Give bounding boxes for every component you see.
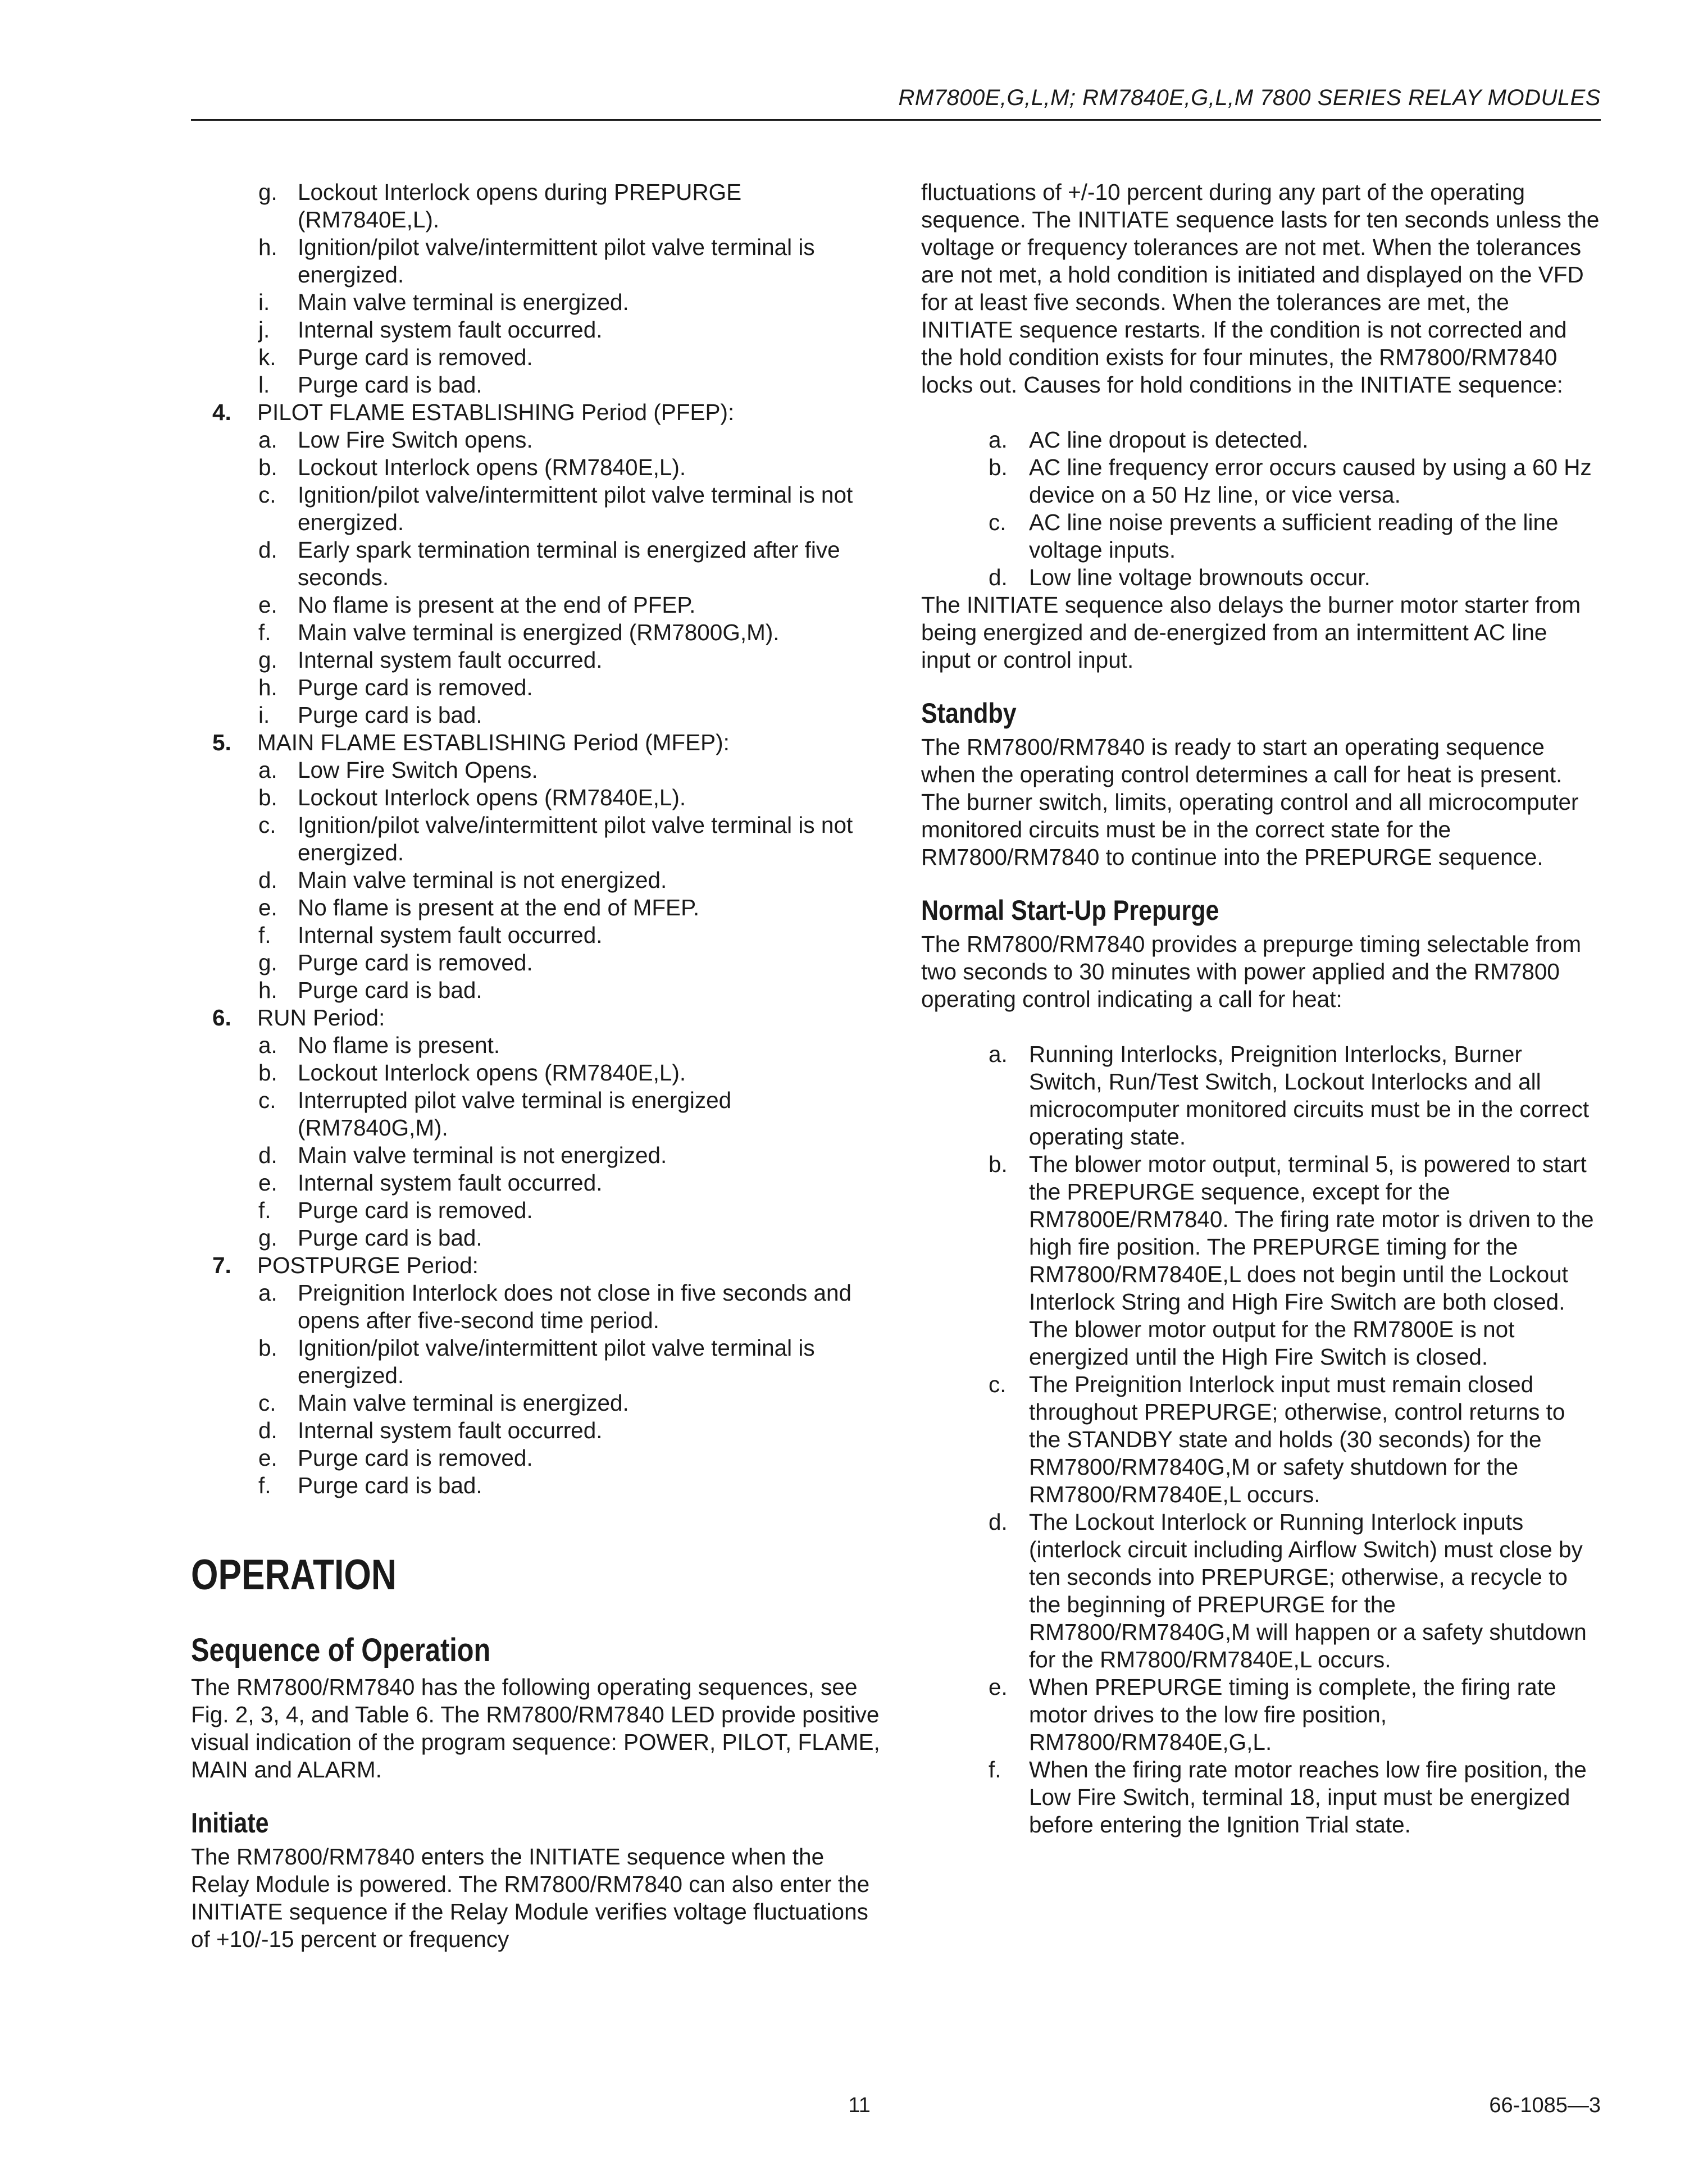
section-title — [191, 399, 882, 426]
item-text: Ignition/pilot valve/intermittent pilot valve terminal is not energized. — [298, 812, 853, 865]
item-label: d. — [258, 1417, 277, 1443]
prepurge-list — [921, 1041, 1601, 1839]
item-label: c. — [258, 482, 276, 508]
item-label: a. — [989, 1041, 1008, 1067]
list-item — [191, 1142, 882, 1169]
list-item — [191, 1087, 882, 1142]
item-text: The blower motor output, terminal 5, is powered to start the PREPURGE sequence, except for the RM7800E/RM7840. The firing rate motor is driven to the high fire position. The PREPURGE timing for the RM7800/RM7840E,L does not begin until the Lockout Interlock String and High Fire Switch are both closed. The blower motor output for the RM7800E is not energized until the High Fire Switch is closed. — [1029, 1151, 1594, 1370]
item-text: When the firing rate motor reaches low fire position, the Low Fire Switch, terminal 18, input must be energized before entering the Ignition Trial state. — [1029, 1757, 1587, 1838]
item-text: Preignition Interlock does not close in five seconds and opens after five-second time period. — [298, 1280, 852, 1333]
list-item — [191, 756, 882, 784]
section-number: 5. — [212, 729, 231, 755]
item-label: e. — [258, 592, 277, 618]
list-item — [191, 344, 882, 371]
section-title — [191, 1004, 882, 1032]
section-title-text: PILOT FLAME ESTABLISHING Period (PFEP): — [257, 399, 735, 425]
list-item — [191, 1444, 882, 1472]
list-item — [921, 454, 1601, 509]
item-label: i. — [258, 702, 270, 728]
sequence-heading: Sequence of Operation — [191, 1632, 491, 1668]
list-item — [191, 536, 882, 591]
item-label: b. — [258, 1335, 277, 1361]
left-column — [191, 179, 882, 1953]
section-number: 7. — [212, 1252, 231, 1278]
item-text: Internal system fault occurred. — [298, 922, 603, 948]
list-item — [191, 481, 882, 536]
hold-causes-list — [921, 426, 1601, 591]
item-label: d. — [258, 1142, 277, 1168]
initiate-delay-paragraph: The INITIATE sequence also delays the burner motor starter from being energized and de-energized from an intermittent AC line input or control input. — [921, 592, 1581, 673]
item-label: c. — [258, 812, 276, 838]
sequence-paragraph: The RM7800/RM7840 has the following operating sequences, see Fig. 2, 3, 4, and Table 6. The RM7800/RM7840 LED provide positive visual indication of the program sequence: POWER, PILOT, FLAME, MAIN and ALARM. — [191, 1674, 880, 1782]
item-text: Purge card is bad. — [298, 702, 482, 728]
item-label: e. — [989, 1674, 1008, 1700]
item-label: l. — [258, 372, 270, 398]
item-text: Ignition/pilot valve/intermittent pilot valve terminal is energized. — [298, 1335, 815, 1388]
item-label: b. — [258, 454, 277, 480]
item-text: No flame is present at the end of MFEP. — [298, 895, 700, 920]
list-item — [191, 316, 882, 344]
item-label: i. — [258, 289, 270, 315]
item-text: Interrupted pilot valve terminal is energized (RM7840G,M). — [298, 1087, 732, 1141]
item-text: Main valve terminal is not energized. — [298, 867, 667, 893]
list-item — [191, 867, 882, 894]
item-text: No flame is present at the end of PFEP. — [298, 592, 696, 618]
list-item — [191, 1279, 882, 1334]
spacer — [921, 1013, 1601, 1041]
standby-heading: Standby — [921, 697, 1017, 729]
item-label: g. — [258, 950, 277, 975]
list-item — [191, 1032, 882, 1059]
item-label: h. — [258, 674, 277, 700]
item-text: Purge card is removed. — [298, 344, 533, 370]
mfep-section — [191, 729, 882, 1004]
item-text: Internal system fault occurred. — [298, 317, 603, 343]
list-item — [191, 1197, 882, 1224]
section-title — [191, 729, 882, 756]
running-header: RM7800E,G,L,M; RM7840E,G,L,M 7800 SERIES RELAY MODULES — [898, 85, 1601, 110]
list-item — [191, 1224, 882, 1252]
list-item — [191, 949, 882, 977]
item-text: Purge card is bad. — [298, 977, 482, 1003]
item-label: f. — [258, 1197, 271, 1223]
item-label: b. — [258, 1060, 277, 1086]
page-number: 11 — [848, 2094, 871, 2117]
list-item — [191, 1334, 882, 1389]
pfep-section — [191, 399, 882, 729]
item-label: a. — [989, 427, 1008, 453]
item-text: Purge card is removed. — [298, 674, 533, 700]
list-item — [191, 1389, 882, 1417]
document-number: 66-1085—3 — [1489, 2094, 1601, 2117]
item-text: Lockout Interlock opens (RM7840E,L). — [298, 785, 686, 810]
list-item — [191, 784, 882, 811]
item-text: Main valve terminal is energized. — [298, 289, 629, 315]
item-label: c. — [258, 1390, 276, 1416]
item-label: b. — [989, 454, 1008, 480]
section-title-text: POSTPURGE Period: — [257, 1252, 479, 1278]
item-text: Internal system fault occurred. — [298, 1417, 603, 1443]
item-label: a. — [258, 757, 277, 783]
item-label: j. — [258, 317, 270, 343]
item-label: a. — [258, 1280, 277, 1306]
list-item — [921, 1756, 1601, 1839]
standby-paragraph: The RM7800/RM7840 is ready to start an operating sequence when the operating control determines a call for heat is present. The burner switch, limits, operating control and all microcomputer monitored circuits must be in the correct state for the RM7800/RM7840 to continue into the PREPURGE sequence. — [921, 734, 1579, 870]
section-title-text: RUN Period: — [257, 1005, 385, 1031]
lockout-cont-list — [191, 179, 882, 399]
list-item — [921, 426, 1601, 454]
item-text: Purge card is bad. — [298, 1225, 482, 1251]
list-item — [921, 509, 1601, 564]
item-text: Internal system fault occurred. — [298, 647, 603, 673]
list-item — [191, 1417, 882, 1444]
item-text: Lockout Interlock opens during PREPURGE (RM7840E,L). — [298, 179, 742, 232]
run-section — [191, 1004, 882, 1252]
list-item — [191, 591, 882, 619]
item-label: k. — [258, 344, 276, 370]
item-label: d. — [258, 867, 277, 893]
item-text: Low Fire Switch Opens. — [298, 757, 538, 783]
operation-heading: OPERATION — [191, 1551, 397, 1599]
list-item — [191, 1169, 882, 1197]
list-item — [191, 922, 882, 949]
postpurge-section — [191, 1252, 882, 1499]
item-label: e. — [258, 1445, 277, 1471]
item-text: Main valve terminal is energized. — [298, 1390, 629, 1416]
list-item — [191, 894, 882, 922]
item-label: e. — [258, 1170, 277, 1196]
item-text: Early spark termination terminal is energized after five seconds. — [298, 537, 840, 590]
item-text: Purge card is removed. — [298, 1197, 533, 1223]
item-text: The Lockout Interlock or Running Interlock inputs (interlock circuit including Airflow Switch) must close by ten seconds into PREPURGE; otherwise, a recycle to the beginning of PREPURGE for the RM7800/RM7840G,M will happen or a safety shutdown for the RM7800/RM7840E,L occurs. — [1029, 1509, 1587, 1672]
item-text: The Preignition Interlock input must remain closed throughout PREPURGE; otherwise, control returns to the STANDBY state and holds (30 seconds) for the RM7800/RM7840G,M or safety shutdown for the RM7800/RM7840E,L occurs. — [1029, 1371, 1565, 1507]
list-item — [191, 811, 882, 867]
item-label: c. — [258, 1087, 276, 1113]
item-label: c. — [989, 509, 1007, 535]
item-label: d. — [258, 537, 277, 563]
item-text: AC line frequency error occurs caused by using a 60 Hz device on a 50 Hz line, or vice versa. — [1029, 454, 1592, 508]
list-item — [191, 234, 882, 289]
item-label: g. — [258, 647, 277, 673]
section-title — [191, 1252, 882, 1279]
item-text: Main valve terminal is not energized. — [298, 1142, 667, 1168]
item-text: Purge card is bad. — [298, 372, 482, 398]
item-text: Running Interlocks, Preignition Interlocks, Burner Switch, Run/Test Switch, Lockout Interlocks and all microcomputer monitored circuits must be in the correct operating state. — [1029, 1041, 1590, 1150]
list-item — [921, 1041, 1601, 1151]
list-item — [921, 1674, 1601, 1756]
item-label: b. — [258, 785, 277, 810]
item-text: Ignition/pilot valve/intermittent pilot valve terminal is energized. — [298, 234, 815, 288]
item-text: Purge card is removed. — [298, 1445, 533, 1471]
item-label: d. — [989, 1509, 1008, 1535]
item-label: g. — [258, 179, 277, 205]
list-item — [921, 1371, 1601, 1508]
list-item — [191, 701, 882, 729]
list-item — [191, 1472, 882, 1499]
item-text: Internal system fault occurred. — [298, 1170, 603, 1196]
item-label: f. — [258, 1472, 271, 1498]
prepurge-heading: Normal Start-Up Prepurge — [921, 895, 1219, 926]
item-label: f. — [258, 619, 271, 645]
item-text: Lockout Interlock opens (RM7840E,L). — [298, 1060, 686, 1086]
item-label: b. — [989, 1151, 1008, 1177]
list-item — [191, 454, 882, 481]
list-item — [921, 564, 1601, 591]
item-label: d. — [989, 564, 1008, 590]
item-text: Purge card is removed. — [298, 950, 533, 975]
item-label: f. — [989, 1757, 1001, 1782]
prepurge-paragraph: The RM7800/RM7840 provides a prepurge timing selectable from two seconds to 30 minutes with power applied and the RM7800 operating control indicating a call for heat: — [921, 931, 1582, 1012]
item-text: Ignition/pilot valve/intermittent pilot valve terminal is not energized. — [298, 482, 853, 535]
item-label: a. — [258, 1032, 277, 1058]
list-item — [191, 1059, 882, 1087]
item-text: Purge card is bad. — [298, 1472, 482, 1498]
item-label: c. — [989, 1371, 1007, 1397]
item-text: Main valve terminal is energized (RM7800G,M). — [298, 619, 780, 645]
item-text: Low Fire Switch opens. — [298, 427, 533, 453]
spacer — [921, 399, 1601, 426]
right-column — [921, 179, 1601, 1839]
initiate-heading: Initiate — [191, 1807, 269, 1839]
item-text: No flame is present. — [298, 1032, 500, 1058]
list-item — [191, 179, 882, 234]
list-item — [191, 289, 882, 316]
section-number: 4. — [212, 399, 231, 425]
list-item — [191, 646, 882, 674]
item-label: h. — [258, 977, 277, 1003]
list-item — [191, 977, 882, 1004]
list-item — [191, 674, 882, 701]
initiate-cont-paragraph: fluctuations of +/-10 percent during any part of the operating sequence. The INITIATE sequence lasts for ten seconds unless the voltage or frequency tolerances are not met. When the tolerances are not met, a hold condition is initiated and displayed on the VFD for at least five seconds. When the tolerances are met, the INITIATE sequence restarts. If the condition is not corrected and the hold condition exists for four minutes, the RM7800/RM7840 locks out. Causes for hold conditions in the INITIATE sequence: — [921, 179, 1600, 398]
section-title-text: MAIN FLAME ESTABLISHING Period (MFEP): — [257, 729, 730, 755]
item-text: When PREPURGE timing is complete, the firing rate motor drives to the low fire position, RM7800/RM7840E,G,L. — [1029, 1674, 1556, 1755]
item-label: h. — [258, 234, 277, 260]
item-label: a. — [258, 427, 277, 453]
list-item — [921, 1151, 1601, 1371]
item-text: Lockout Interlock opens (RM7840E,L). — [298, 454, 686, 480]
list-item — [921, 1508, 1601, 1674]
item-label: f. — [258, 922, 271, 948]
item-text: AC line noise prevents a sufficient reading of the line voltage inputs. — [1029, 509, 1559, 563]
list-item — [191, 371, 882, 399]
item-label: g. — [258, 1225, 277, 1251]
initiate-paragraph: The RM7800/RM7840 enters the INITIATE sequence when the Relay Module is powered. The RM7800/RM7840 can also enter the INITIATE sequence if the Relay Module verifies voltage fluctuations of +10/-15 percent or frequency — [191, 1844, 870, 1952]
list-item — [191, 426, 882, 454]
item-text: AC line dropout is detected. — [1029, 427, 1309, 453]
item-text: Low line voltage brownouts occur. — [1029, 564, 1370, 590]
header-rule — [191, 119, 1601, 121]
list-item — [191, 619, 882, 646]
item-label: e. — [258, 895, 277, 920]
section-number: 6. — [212, 1005, 231, 1031]
